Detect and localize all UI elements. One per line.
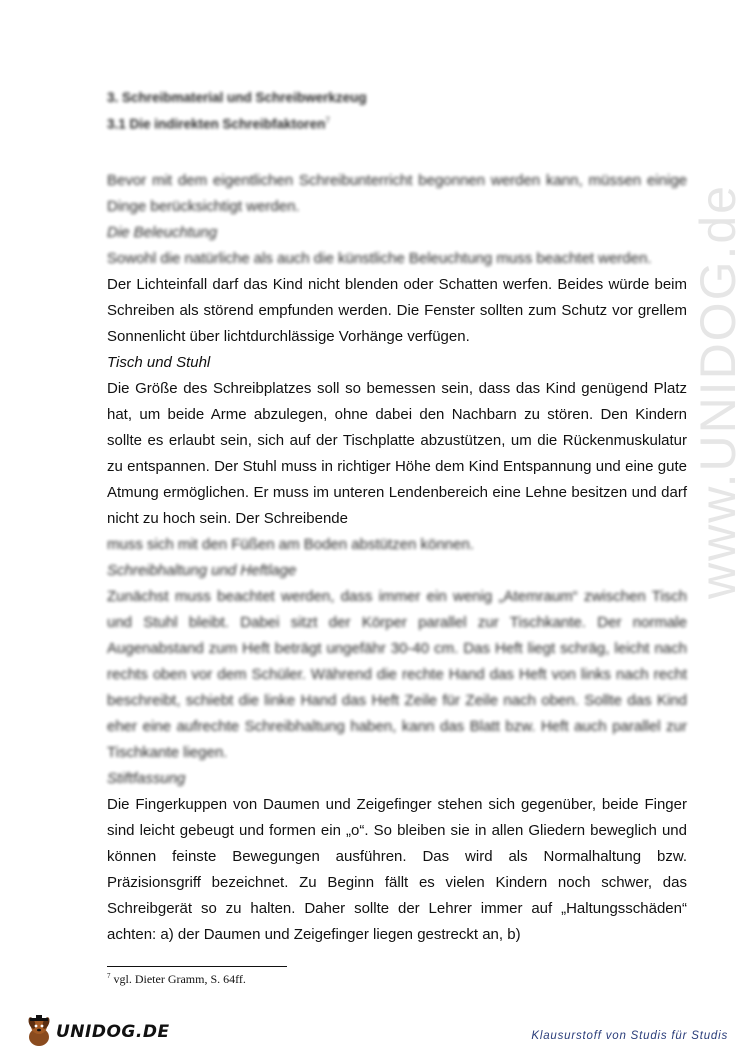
footer-tagline: Klausurstoff von Studis für Studis	[531, 1030, 728, 1042]
section-heading: 3. Schreibmaterial und Schreibwerkzeug	[107, 90, 367, 105]
paragraph-table-chair-end: muss sich mit den Füßen am Boden abstützen können.	[107, 536, 474, 553]
subsection-heading	[107, 116, 330, 132]
footnote-text: vgl. Dieter Gramm, S. 64ff.	[113, 972, 246, 986]
footnote-rule	[107, 966, 287, 967]
paragraph-posture: Zunächst muss beachtet werden, dass immer ein wenig „Atemraum“ zwischen Tisch und Stuhl bleibt. Dabei sitzt der Körper parallel zur Tischkante. Der normale Augenabstand zum Heft beträgt ungefähr 30-40 cm. Das Heft liegt schräg, leicht nach rechts oben vor dem Schüler. Während die rechte Hand das Heft von links nach recht beschreibt, schiebt die linke Hand das Heft Zeile für Zeile nach oben. Sollte das Kind eher eine aufrechte Schreibhaltung haben, kann das Blatt bzw. Heft auch parallel zur Tischkante liegen.	[107, 588, 687, 761]
footnote	[107, 972, 246, 987]
paragraph-lighting-1: Sowohl die natürliche als auch die künstliche Beleuchtung muss beachtet werden.	[107, 250, 652, 267]
subheading-lighting: Die Beleuchtung	[107, 224, 218, 241]
logo-text: UNIDOG.DE	[56, 1022, 170, 1042]
subheading-grip: Stiftfassung	[107, 770, 186, 787]
paragraph-grip: Die Fingerkuppen von Daumen und Zeigefinger stehen sich gegenüber, beide Finger sind leicht gebeugt und formen ein „o“. So bleiben sie in allen Gliedern beweglich und können feinste Bewegungen ausführen. Das wird als Normalhaltung bzw. Präzisionsgriff bezeichnet. Zu Beginn fällt es vielen Kindern noch schwer, das Schreibgerät so zu halten. Daher sollte der Lehrer immer auf „Haltungsschäden“ achten: a) der Daumen und Zeigefinger liegen gestreckt an, b)	[107, 796, 687, 943]
subheading-posture: Schreibhaltung und Heftlage	[107, 562, 297, 579]
dog-mascot-icon	[24, 1015, 54, 1049]
subheading-table-chair: Tisch und Stuhl	[107, 354, 211, 371]
footnote-ref: 7	[325, 116, 330, 125]
watermark: www.UNIDOG.de	[690, 184, 746, 599]
paragraph-intro: Bevor mit dem eigentlichen Schreibunterricht begonnen werden kann, müssen einige Dinge berücksichtigt werden.	[107, 172, 687, 215]
paragraph-lighting-2: Der Lichteinfall darf das Kind nicht blenden oder Schatten werfen. Beides würde beim Schreiben als störend empfunden werden. Die Fenster sollten zum Schutz vor grellem Sonnenlicht über lichtdurchlässige Vorhänge verfügen.	[107, 276, 687, 345]
body-text	[107, 168, 687, 948]
paragraph-table-chair: Die Größe des Schreibplatzes soll so bemessen sein, dass das Kind genügend Platz hat, um beide Arme abzulegen, ohne dabei den Nachbarn zu stören. Den Kindern sollte es erlaubt sein, sich auf der Tischplatte abzustützen, um die Rückenmuskulatur zu entspannen. Der Stuhl muss in richtiger Höhe dem Kind Entspannung und eine gute Atmung ermöglichen. Er muss im unteren Lendenbereich eine Lehne besitzen und darf nicht zu hoch sein. Der Schreibende	[107, 380, 687, 527]
footnote-number: 7	[107, 972, 111, 980]
unidog-logo	[24, 1015, 170, 1049]
subsection-title: 3.1 Die indirekten Schreibfaktoren	[107, 116, 326, 132]
